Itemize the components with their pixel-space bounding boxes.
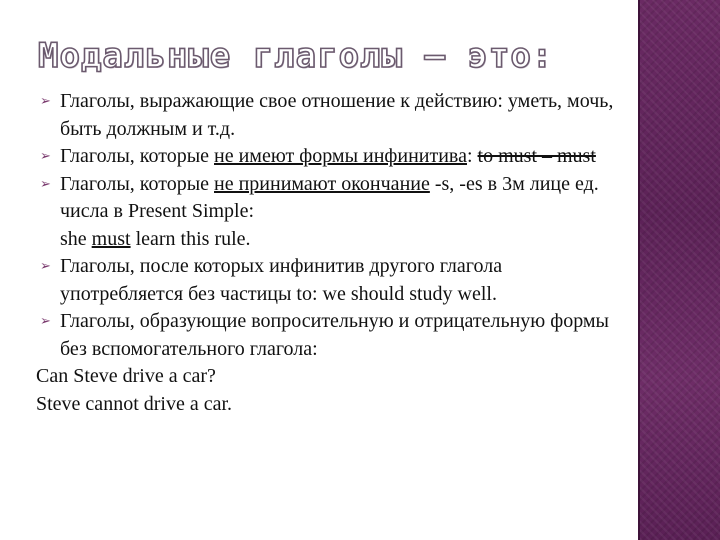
arrow-bullet-icon: ➢ xyxy=(40,176,51,192)
arrow-bullet-icon: ➢ xyxy=(40,94,51,109)
arrow-bullet-icon: ➢ xyxy=(40,259,51,274)
list-item xyxy=(36,253,626,308)
list-item xyxy=(36,171,626,226)
slide-title: Модальные глаголы – это: xyxy=(38,36,554,76)
underlined-phrase: не принимают окончание xyxy=(214,172,430,195)
struck-example: to must – must xyxy=(477,145,596,167)
underlined-phrase: не имеют формы инфинитива xyxy=(214,145,467,167)
list-item xyxy=(36,88,626,143)
list-item xyxy=(36,143,626,171)
item-text: : xyxy=(466,145,478,167)
slide-content xyxy=(36,88,626,418)
example-sentence: she must learn this rule. xyxy=(60,227,251,250)
list-item xyxy=(36,308,626,363)
item-text: Глаголы, выражающие свое отношение к действию: уметь, мочь, быть должным и т.д. xyxy=(60,90,614,140)
example-sentence: Can Steve drive a car? xyxy=(36,365,216,387)
underlined-word: must xyxy=(91,227,131,250)
arrow-bullet-icon: ➢ xyxy=(40,149,51,164)
example-sentence: Steve cannot drive a car. xyxy=(36,392,233,415)
item-text: -s, -es в 3м лице ед. числа в Present Simple: xyxy=(60,172,599,222)
item-text: Глаголы, после которых инфинитив другого глагола употребляется без частицы to: we should study well. xyxy=(60,255,503,305)
decorative-side-panel xyxy=(640,0,720,540)
arrow-bullet-icon: ➢ xyxy=(40,314,51,329)
item-text: Глаголы, которые xyxy=(60,172,215,195)
item-text: Глаголы, которые xyxy=(60,145,215,167)
item-text: Глаголы, образующие вопросительную и отрицательную формы без вспомогательного глагола: xyxy=(60,310,609,360)
